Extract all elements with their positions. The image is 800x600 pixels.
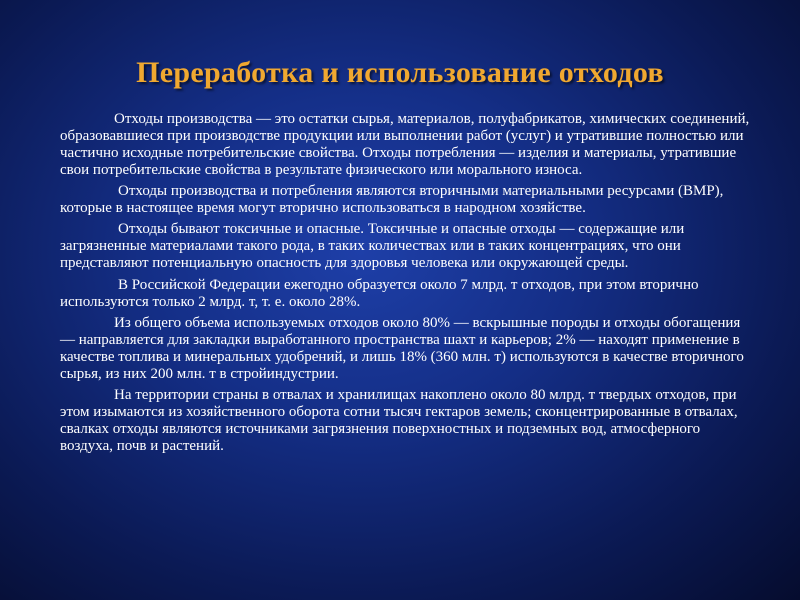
paragraph-secondary-resources: Отходы производства и потребления являются вторичными материальными ресурсами (ВМР), которые в настоящее время могут вторично использоваться в народном хозяйстве. — [60, 183, 724, 217]
paragraph-accumulated-waste: На территории страны в отвалах и хранилищах накоплено около 80 млрд. т твердых отходов, при этом изымаются из хозяйственного оборота сотни тысяч гектаров земель; сконцентрированные в отвалах, свалках отходы являются источниками загрязнения поверхностных и подземных вод, атмосферного воздуха, почв и растений. — [60, 387, 738, 454]
paragraph-toxic-waste: Отходы бывают токсичные и опасные. Токсичные и опасные отходы — содержащие или загрязненные материалами такого рода, в таких количествах или в таких концентрациях, что они представляют потенциальную опасность для здоровья человека или окружающей среды. — [60, 221, 685, 272]
paragraph-usage-breakdown: Из общего объема используемых отходов около 80% — вскрышные породы и отходы обогащения — направляется для закладки выработанного пространства шахт и карьеров; 2% — находят применение в качестве топлива и минеральных удобрений, и лишь 18% (360 млн. т) используются в качестве вторичного сырья, из них 200 млн. т в стройиндустрии. — [60, 314, 744, 382]
paragraph-russia-statistics: В Российской Федерации ежегодно образуется около 7 млрд. т отходов, при этом вторично используются только 2 млрд. т, т. е. около 28%. — [60, 276, 699, 310]
slide-title: Переработка и использование отходов — [136, 56, 664, 89]
paragraph-waste-definition: Отходы производства — это остатки сырья, материалов, полуфабрикатов, химических соединений, образовавшиеся при производстве продукции или выполнении работ (услуг) и утратившие полностью или частично исходные потребительские свойства. Отходы потребления — изделия и материалы, утратившие свои потребительские свойства в результате физического или морального износа. — [60, 111, 750, 178]
slide-body — [60, 111, 750, 459]
